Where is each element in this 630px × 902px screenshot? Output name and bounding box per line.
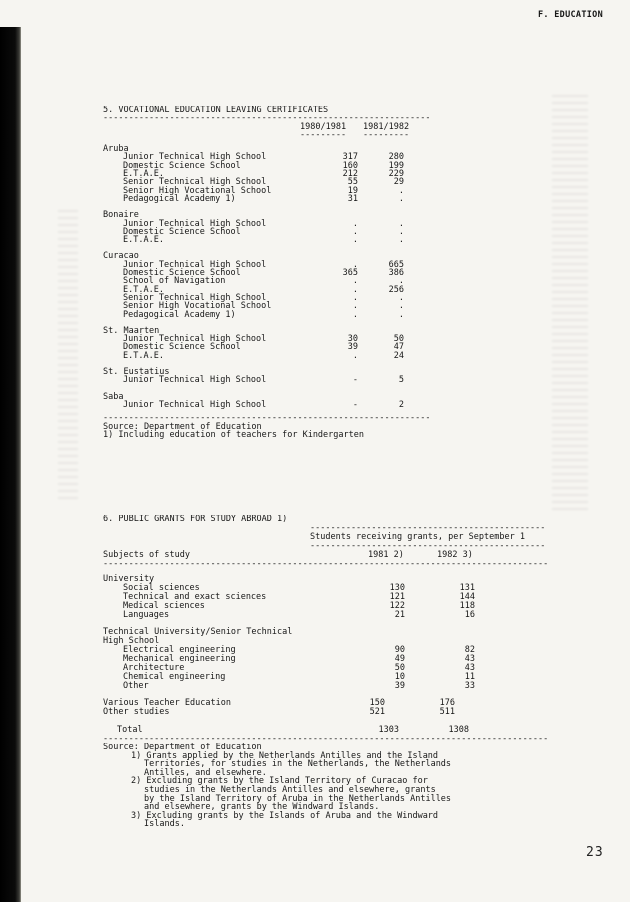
- value-1982: 33: [464, 681, 475, 691]
- group-saba: [103, 393, 439, 410]
- value-col2: 199: [388, 160, 404, 171]
- print-through-artifact: [552, 95, 588, 515]
- print-through-artifact: [58, 210, 78, 500]
- footnote-1-line: Territories, for studies in the Netherlands, the Netherlands: [144, 759, 452, 770]
- group-name: Curacao: [103, 251, 139, 262]
- value-1981: 122: [389, 601, 405, 611]
- value-1982: 82: [464, 645, 475, 655]
- value-col1: .: [352, 259, 358, 270]
- value-col1: .: [352, 284, 358, 295]
- value-col2: .: [398, 193, 404, 204]
- table-public-grants-study-abroad: [103, 515, 559, 744]
- footnote-2-line: studies in the Netherlands Antilles and elsewhere, grants: [144, 784, 436, 795]
- row-label: School of Navigation: [123, 276, 226, 287]
- group-st-eustatius: [103, 368, 439, 385]
- footnote-1-line: 1) Grants applied by the Netherlands Antilles and the Island: [131, 750, 439, 761]
- value-col2: 2: [398, 399, 404, 410]
- row-label: E.T.A.E.: [123, 235, 164, 246]
- value-1982: 43: [464, 654, 475, 664]
- divider-dashed: ----------------------------------------------------------------: [103, 413, 431, 424]
- value-col1: .: [352, 276, 358, 287]
- value-col2: .: [398, 292, 404, 303]
- value-col1: 160: [342, 160, 358, 171]
- value-1981: 150: [369, 698, 385, 708]
- row-label: Domestic Science School: [123, 268, 241, 279]
- value-1982: 511: [439, 707, 455, 717]
- group-name: Saba: [103, 391, 124, 402]
- row-label: Various Teacher Education: [103, 698, 231, 708]
- value-col2: .: [398, 185, 404, 196]
- table6-source-block: [103, 743, 573, 829]
- row-label: Junior Technical High School: [123, 375, 267, 386]
- value-1982: 11: [464, 672, 475, 682]
- group-name: St. Maarten: [103, 325, 160, 336]
- footnote-2-line: 2) Excluding grants by the Island Territory of Curacao for: [131, 776, 428, 787]
- value-1982: 144: [459, 592, 475, 602]
- value-1982: 16: [464, 610, 475, 620]
- value-col1: 317: [342, 152, 358, 163]
- value-col1: -: [352, 375, 358, 386]
- scan-edge-artifact: [0, 27, 21, 902]
- value-1982: 131: [459, 583, 475, 593]
- divider-dashed: ----------------------------------------------------------------: [103, 113, 431, 124]
- value-col2: 50: [393, 334, 404, 345]
- value-col1: .: [352, 226, 358, 237]
- divider-dashed: ---------------------------------------------------------------------------------------: [103, 734, 549, 744]
- row-label: Pedagogical Academy 1): [123, 193, 236, 204]
- footnote-3-line: Islands.: [144, 819, 185, 829]
- table-row: [103, 708, 559, 717]
- row-label: Senior High Vocational School: [123, 301, 272, 312]
- value-1981: 21: [394, 610, 405, 620]
- table5-title: 5. VOCATIONAL EDUCATION LEAVING CERTIFICATES: [103, 106, 329, 115]
- row-label: Domestic Science School: [123, 226, 241, 237]
- value-col2: .: [398, 235, 404, 246]
- row-label: Junior Technical High School: [123, 334, 267, 345]
- value-1981: 90: [394, 645, 405, 655]
- total-label: Total: [117, 725, 143, 735]
- divider-dashed: ----------------------------------------------: [310, 523, 546, 533]
- value-1982: 43: [464, 663, 475, 673]
- row-label: Languages: [123, 610, 170, 620]
- group-university: [103, 575, 559, 620]
- divider-dashed: ---------: [300, 129, 347, 140]
- value-col1: 55: [347, 177, 358, 188]
- row-label: Other studies: [103, 707, 170, 717]
- table-row: [103, 376, 439, 384]
- value-col1: 39: [347, 342, 358, 353]
- value-col2: 280: [388, 152, 404, 163]
- row-label: E.T.A.E.: [123, 350, 164, 361]
- row-label: Pedagogical Academy 1): [123, 309, 236, 320]
- table-vocational-leaving-certificates: [103, 106, 439, 439]
- value-col1: 19: [347, 185, 358, 196]
- value-1981: 10: [394, 672, 405, 682]
- value-1982: 176: [439, 698, 455, 708]
- row-label: Junior Technical High School: [123, 399, 267, 410]
- value-col2: .: [398, 218, 404, 229]
- row-label: Electrical engineering: [123, 645, 236, 655]
- row-label: Junior Technical High School: [123, 259, 267, 270]
- value-col1: 30: [347, 334, 358, 345]
- row-label: Domestic Science School: [123, 160, 241, 171]
- value-col1: 212: [342, 169, 358, 180]
- row-label: Technical and exact sciences: [123, 592, 267, 602]
- group-name-line2: High School: [103, 636, 160, 646]
- column-header-underline: [103, 131, 439, 139]
- table-row: [103, 401, 439, 409]
- value-col1: .: [352, 350, 358, 361]
- ungrouped-rows: [103, 699, 559, 717]
- value-col2: 386: [388, 268, 404, 279]
- value-col2: 5: [398, 375, 404, 386]
- value-1981: 121: [389, 592, 405, 602]
- table-row: [103, 682, 559, 691]
- value-col1: 365: [342, 268, 358, 279]
- value-col1: .: [352, 218, 358, 229]
- page-number: 23: [586, 845, 604, 860]
- value-col2: .: [398, 301, 404, 312]
- total-value-1981: 1303: [378, 725, 399, 735]
- row-label: Other: [123, 681, 149, 691]
- group-name: St. Eustatius: [103, 367, 170, 378]
- row-label: Junior Technical High School: [123, 152, 267, 163]
- group-name: University: [103, 574, 155, 584]
- table-row: [103, 611, 559, 620]
- value-1981: 50: [394, 663, 405, 673]
- row-label: Senior Technical High School: [123, 177, 267, 188]
- value-1981: 39: [394, 681, 405, 691]
- table-row: [103, 236, 439, 244]
- group-name: Aruba: [103, 144, 129, 155]
- table5-footnote: 1) Including education of teachers for Kindergarten: [103, 429, 364, 440]
- row-label: E.T.A.E.: [123, 284, 164, 295]
- divider-dashed: ----------------------------------------------: [310, 541, 546, 551]
- group-st-maarten: [103, 327, 439, 360]
- table-row: [103, 195, 439, 203]
- table6-source: Source: Department of Education: [103, 743, 262, 752]
- group-technical-university: [103, 628, 559, 691]
- span-header: Students receiving grants, per September 1: [310, 532, 525, 542]
- table-row: [103, 352, 439, 360]
- value-col2: 47: [393, 342, 404, 353]
- group-aruba: [103, 145, 439, 203]
- value-col1: .: [352, 301, 358, 312]
- row-label: E.T.A.E.: [123, 169, 164, 180]
- value-col2: 665: [388, 259, 404, 270]
- divider-dashed: ---------------------------------------------------------------------------------------: [103, 559, 549, 569]
- row-label: Social sciences: [123, 583, 200, 593]
- col-header-1981: 1981 2): [368, 550, 404, 560]
- group-curacao: [103, 252, 439, 318]
- col-header-1980-1981: 1980/1981: [300, 121, 347, 132]
- divider-dashed: ---------: [363, 129, 410, 140]
- col-label-subjects: Subjects of study: [103, 550, 190, 560]
- row-label: Medical sciences: [123, 601, 205, 611]
- table-row: [103, 673, 559, 682]
- value-1981: 49: [394, 654, 405, 664]
- section-header: F. EDUCATION: [537, 10, 603, 20]
- value-1981: 521: [369, 707, 385, 717]
- footnote-2-line: and elsewhere, grants by the Windward Islands.: [144, 802, 380, 813]
- table-row: [103, 699, 559, 708]
- value-col2: 229: [388, 169, 404, 180]
- value-col2: 256: [388, 284, 404, 295]
- row-label: Domestic Science School: [123, 342, 241, 353]
- footnote-3-line: 3) Excluding grants by the Islands of Aruba and the Windward: [131, 810, 439, 821]
- value-col1: .: [352, 309, 358, 320]
- row-label: Chemical engineering: [123, 672, 226, 682]
- value-col2: 29: [393, 177, 404, 188]
- table-row: [103, 311, 439, 319]
- row-label: Architecture: [123, 663, 185, 673]
- value-col2: .: [398, 276, 404, 287]
- row-label: Junior Technical High School: [123, 218, 267, 229]
- row-label: Senior High Vocational School: [123, 185, 272, 196]
- total-value-1982: 1308: [448, 725, 469, 735]
- value-col2: .: [398, 309, 404, 320]
- value-col2: 24: [393, 350, 404, 361]
- table6-title: 6. PUBLIC GRANTS FOR STUDY ABROAD 1): [103, 515, 288, 524]
- value-1981: 130: [389, 583, 405, 593]
- value-col1: .: [352, 235, 358, 246]
- value-col1: 31: [347, 193, 358, 204]
- footnote-2-line: by the Island Territory of Aruba in the Netherlands Antilles: [144, 793, 452, 804]
- group-bonaire: [103, 211, 439, 244]
- value-col1: -: [352, 399, 358, 410]
- table5-source: Source: Department of Education: [103, 421, 262, 432]
- group-name-line1: Technical University/Senior Technical: [103, 627, 293, 637]
- footnote-1-line: Antilles, and elsewhere.: [144, 767, 267, 778]
- col-header-1982: 1982 3): [437, 550, 473, 560]
- value-1982: 118: [459, 601, 475, 611]
- value-col2: .: [398, 226, 404, 237]
- col-header-1981-1982: 1981/1982: [363, 121, 410, 132]
- group-name: Bonaire: [103, 210, 139, 221]
- row-label: Senior Technical High School: [123, 292, 267, 303]
- table-row: [103, 602, 559, 611]
- value-col1: .: [352, 292, 358, 303]
- row-label: Mechanical engineering: [123, 654, 236, 664]
